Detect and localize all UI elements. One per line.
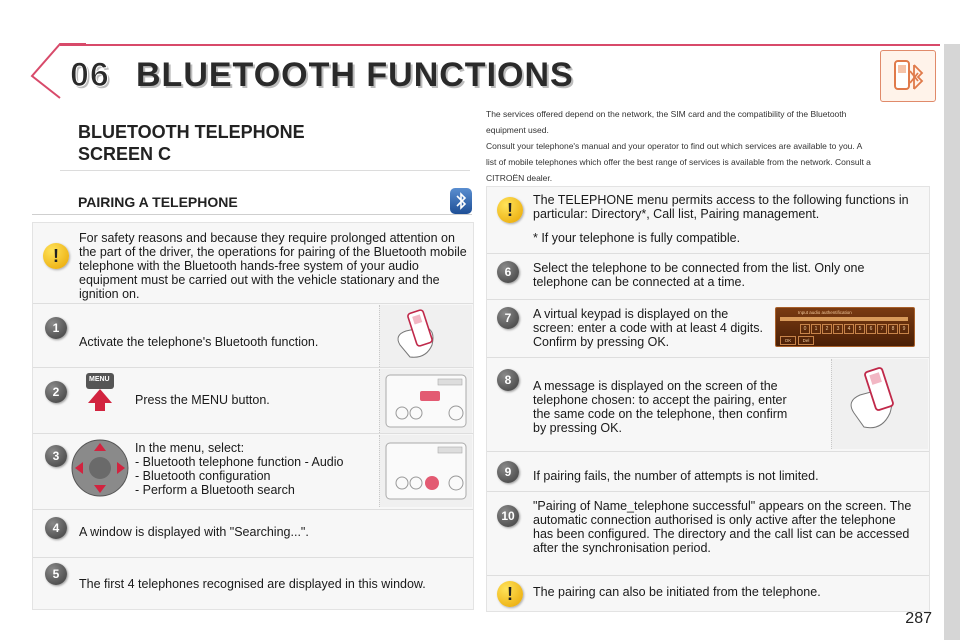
keypad-digit-key[interactable]: 1 (811, 324, 821, 334)
page-number: 287 (905, 610, 932, 627)
step-number-6: 6 (497, 261, 519, 283)
step-6-text: Select the telephone to be connected from the list. Only one telephone can be connected at a time. (533, 261, 865, 289)
keypad-digit-key[interactable]: 3 (833, 324, 843, 334)
page-side-tab (944, 44, 960, 640)
divider (33, 303, 473, 304)
note-line: CITROËN dealer. (486, 173, 553, 183)
step-10-text: "Pairing of Name_telephone successful" appears on the screen. The automatic connection authorised is only active after the telephone has been configured. The directory and the call list can be accessed after the synchronisation period. (533, 499, 912, 555)
keypad-digit-key[interactable]: 4 (844, 324, 854, 334)
step-number-8: 8 (497, 369, 519, 391)
step-2-text: Press the MENU button. (135, 393, 270, 407)
phone-hand-illustration (831, 359, 928, 449)
safety-text: For safety reasons and because they require prolonged attention on the part of the driver, the operations for pairing of the Bluetooth mobile telephone with the Bluetooth hands-free system of your audio equipment must be carried out with the vehicle stationary and the ignition on. (79, 231, 467, 301)
right-steps-panel (486, 186, 930, 612)
keypad-digit-key[interactable]: 7 (877, 324, 887, 334)
note-line: list of mobile telephones which offer the best range of services is available from the network. Consult a (486, 157, 871, 167)
keypad-digit-key[interactable]: 9 (899, 324, 909, 334)
keypad-input (780, 317, 908, 321)
note-line: The services offered depend on the network, the SIM card and the compatibility of the Bluetooth (486, 109, 847, 119)
step-1-text: Activate the telephone's Bluetooth function. (79, 335, 319, 349)
chapter-number: 06 (70, 56, 110, 94)
warning-icon: ! (497, 581, 523, 607)
telephone-menu-info: The TELEPHONE menu permits access to the following functions in particular: Directory*, Call list, Pairing management. (533, 193, 909, 221)
subsection-title: PAIRING A TELEPHONE (78, 194, 238, 210)
warning-icon: ! (43, 243, 69, 269)
step-7-text: A virtual keypad is displayed on the screen: enter a code with at least 4 digits. Confirm by pressing OK. (533, 307, 763, 349)
note-line: Consult your telephone's manual and your operator to find out which services are available to you. A (486, 141, 863, 151)
divider (487, 575, 929, 576)
bluetooth-phone-icon (880, 50, 936, 102)
keypad-del-button[interactable]: Del (798, 336, 814, 345)
step-number-10: 10 (497, 505, 519, 527)
divider (33, 557, 473, 558)
divider (487, 451, 929, 452)
radio-panel-illustration (379, 369, 472, 433)
warning-icon: ! (497, 197, 523, 223)
menu-button-label: MENU (89, 376, 110, 383)
keypad-digit-key[interactable]: 2 (822, 324, 832, 334)
phone-hand-illustration (379, 305, 472, 367)
intro-note (486, 106, 926, 186)
keypad-digit-key[interactable]: 8 (888, 324, 898, 334)
bluetooth-icon (450, 188, 472, 214)
subsection-rule (32, 214, 472, 215)
page-title: BLUETOOTH FUNCTIONS (136, 56, 574, 94)
step-3-item: - Bluetooth configuration (135, 469, 271, 483)
keypad-digit-key[interactable]: 0 (800, 324, 810, 334)
step-5-text: The first 4 telephones recognised are displayed in this window. (79, 577, 426, 591)
step-number-9: 9 (497, 461, 519, 483)
step-9-text: If pairing fails, the number of attempts is not limited. (533, 469, 819, 483)
keypad-digit-key[interactable]: 6 (866, 324, 876, 334)
compatibility-footnote: * If your telephone is fully compatible. (533, 231, 741, 245)
step-3-item: - Bluetooth telephone function - Audio (135, 455, 344, 469)
step-number-5: 5 (45, 563, 67, 585)
keypad-digit-key[interactable]: 5 (855, 324, 865, 334)
step-8-text: A message is displayed on the screen of the telephone chosen: to accept the pairing, enter the same code on the telephone, then confirm by pressing OK. (533, 379, 788, 435)
nav-pad-icon (69, 437, 131, 499)
divider (33, 367, 473, 368)
virtual-keypad-screen (775, 307, 915, 347)
divider (487, 491, 929, 492)
subsection-header (32, 188, 472, 214)
step-3-item: - Perform a Bluetooth search (135, 483, 295, 497)
divider (487, 253, 929, 254)
step-number-3: 3 (45, 445, 67, 467)
step-3-intro: In the menu, select: (135, 441, 245, 455)
step-4-text: A window is displayed with "Searching...". (79, 525, 309, 539)
divider (487, 299, 929, 300)
step-number-4: 4 (45, 517, 67, 539)
step-number-1: 1 (45, 317, 67, 339)
radio-panel-illustration (379, 435, 472, 507)
note-line: equipment used. (486, 125, 549, 135)
keypad-title: Input audio authentification (798, 310, 852, 315)
menu-button-icon (83, 371, 117, 413)
divider (487, 357, 929, 358)
keypad-digit-row (800, 324, 909, 334)
divider (33, 433, 473, 434)
divider (33, 509, 473, 510)
section-title-block (60, 110, 470, 171)
step-number-7: 7 (497, 307, 519, 329)
left-steps-panel (32, 222, 474, 610)
keypad-ok-button[interactable]: OK (780, 336, 796, 345)
step-number-2: 2 (45, 381, 67, 403)
section-title-line1: BLUETOOTH TELEPHONE (78, 122, 305, 142)
pairing-from-phone-note: The pairing can also be initiated from the telephone. (533, 585, 821, 599)
header-rule (60, 44, 940, 46)
section-title-line2: SCREEN C (78, 144, 172, 164)
